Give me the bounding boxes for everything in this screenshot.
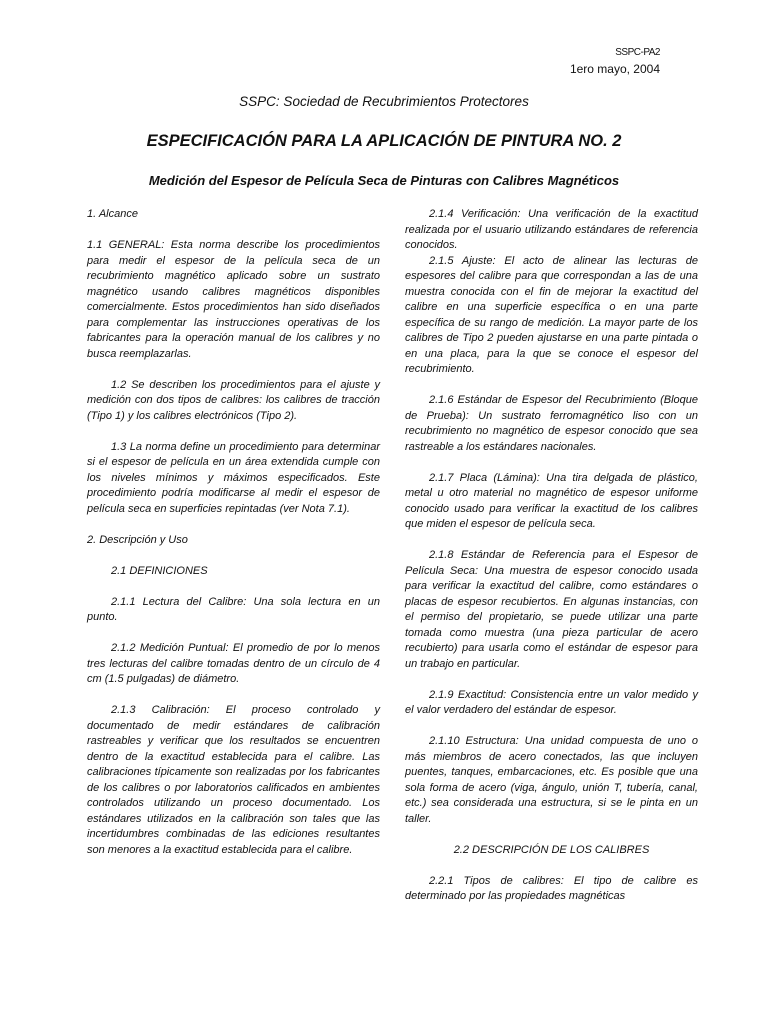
paragraph-2-2-1: 2.2.1 Tipos de calibres: El tipo de calibre es determinado por las propiedades magnéticas (405, 874, 698, 902)
document-title: ESPECIFICACIÓN PARA LA APLICACIÓN DE PINTURA NO. 2 (146, 132, 622, 150)
definitions-heading: 2.1 DEFINICIONES (111, 564, 208, 577)
section-1-heading: 1. Alcance (87, 208, 138, 220)
document-date: 1ero mayo, 2004 (569, 62, 660, 76)
document-code: SSPC-PA2 (615, 47, 660, 58)
paragraph-2-1-8: 2.1.8 Estándar de Referencia para el Espesor de Película Seca: Una muestra de espesor conocido usada para verificar la exactitud del calibre, como estándares o placas de espesor recubiertos. En algunas instancias, con el permiso del propietario, se puede utilizar una parte tomada como muestra (una pieza particular de acero recubierto) para usarla como el estándar de espesor para un trabajo en particular. (405, 549, 698, 670)
paragraph-2-1-5: 2.1.5 Ajuste: El acto de alinear las lecturas de espesores del calibre para que correspondan a las de una muestra conocida con el fin de mejorar la exactitud del calibre en una superficie específica o en una parte específica de su rango de medición. La mayor parte de los calibres de Tipo 2 pueden ajustarse en una parte pintada o en una placa, para la que se conoce el espesor del recubrimiento. (405, 254, 698, 375)
paragraph-2-1-6: 2.1.6 Estándar de Espesor del Recubrimiento (Bloque de Prueba): Un sustrato ferromagnético liso con un recubrimiento no magnético de espesor conocido que sea rastreable a los estándares nacionales. (405, 394, 698, 453)
paragraph-1-2: 1.2 Se describen los procedimientos para el ajuste y medición con dos tipos de calibres: los calibres de tracción (Tipo 1) y los calibres electrónicos (Tipo 2). (87, 378, 380, 422)
section-2-heading: 2. Descripción y Uso (87, 533, 188, 546)
section-2-2-heading: 2.2 DESCRIPCIÓN DE LOS CALIBRES (453, 843, 650, 856)
paragraph-1-1: 1.1 GENERAL: Esta norma describe los procedimientos para medir el espesor de la película seca de un recubrimiento magnético aplicado sobre un sustrato magnético usando calibres magnéticos disponibles comercialmente. Estos procedimientos han sido diseñados para complementar las instrucciones operativas de los fabricantes para la operación manual de los calibres y no busca reemplazarlas. (87, 239, 380, 360)
document-subtitle: Medición del Espesor de Película Seca de Pinturas con Calibres Magnéticos (148, 173, 620, 188)
paragraph-2-1-9: 2.1.9 Exactitud: Consistencia entre un valor medido y el valor verdadero del estándar de espesor. (405, 688, 698, 716)
right-column (405, 207, 698, 905)
paragraph-2-1-4: 2.1.4 Verificación: Una verificación de la exactitud realizada por el usuario utilizando estándares de referencia conocidos. (405, 208, 698, 251)
paragraph-2-1-1: 2.1.1 Lectura del Calibre: Una sola lectura en un punto. (87, 595, 380, 623)
paragraph-2-1-10: 2.1.10 Estructura: Una unidad compuesta de uno o más miembros de acero conectados, las que incluyen puentes, tanques, embarcaciones, etc. Es posible que una sola forma de acero (viga, ángulo, unión T, tubería, canal, etc.) sea considerada una estructura, si se le pinta en un taller. (405, 735, 698, 825)
left-column (87, 207, 380, 858)
organization-heading: SSPC: Sociedad de Recubrimientos Protectores (239, 94, 529, 109)
paragraph-2-1-7: 2.1.7 Placa (Lámina): Una tira delgada de plástico, metal u otro material no magnético de espesor uniforme conocido usado para verificar la exactitud de los calibres que miden el espesor de película seca. (405, 471, 698, 530)
paragraph-1-3: 1.3 La norma define un procedimiento para determinar si el espesor de película en un área extendida cumple con los niveles mínimos y máximos especificados. Este procedimiento podría modificarse al medir el espesor de película seca en superficies repintadas (ver Nota 7.1). (87, 440, 380, 515)
paragraph-2-1-2: 2.1.2 Medición Puntual: El promedio de por lo menos tres lecturas del calibre tomadas dentro de un círculo de 4 cm (1.5 pulgadas) de diámetro. (87, 642, 380, 685)
paragraph-2-1-3: 2.1.3 Calibración: El proceso controlado y documentado de medir estándares de calibración rastreables y verificar que los resultados se encuentren dentro de la exactitud establecida para el calibre. Las calibraciones típicamente son realizadas por los fabricantes de los calibres o por laboratorios calificados en ambientes controlados utilizando un proceso documentado. Los estándares utilizados en la calibración son tales que las incertidumbres combinadas de las ediciones resultantes son menores a la exactitud establecida para el calibre. (87, 704, 380, 856)
